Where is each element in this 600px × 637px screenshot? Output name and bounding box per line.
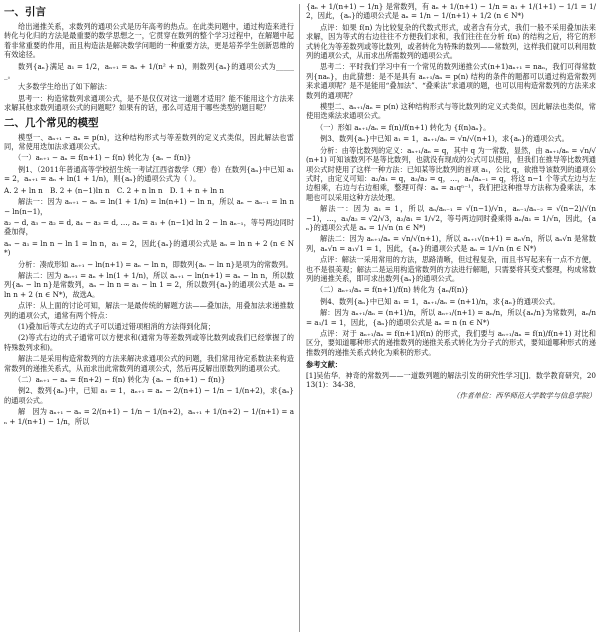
analysis-1: 分析：凑成形如 aₙ₊₁ − ln(n+1) = aₙ − ln n，即数列{aₙ − ln n}是项为的常数列。 xyxy=(18,259,293,269)
solution-3a: 解法一：因为 a₁ = 1，所以 aₙ/aₙ₋₁ = √(n−1)/√n，aₙ₋₁/aₙ₋₂ = √(n−2)/√(n−1)，…，a₃/a₂ = √2/√3，a₂/a₁ = 1/√2，等号两边同时叠乘得 aₙ/a₁ = 1/√n，因此，{aₙ}的通项公式是 aₙ = 1/√n (n ∈ N*) xyxy=(306,204,596,232)
example-1-options: A. 2 + ln n B. 2 + (n−1)ln n C. 2 + n ln n D. 1 + n + ln n xyxy=(4,185,225,195)
right-column xyxy=(306,2,596,403)
comment-1-point-1: (1)叠加后等式左边的式子可以通过错项相消的方法得到化简； xyxy=(18,321,216,331)
comment-1-method: 解法二是采用构造常数列的方法来解决求通项公式的问题，我们常用待定系数法来构造常数列的递推关系式，从而求出此常数列的通项公式，然后再反解出原数列的通项公式。 xyxy=(4,354,294,373)
reference-item: [1]吴佑华．神奇的常数列——一道数列题的解法引发的研究性学习[J]．数学教育研究，2013(1)：34-38． xyxy=(306,370,596,390)
left-column xyxy=(4,2,294,428)
example-problem: 数列{aₙ}满足 a₁ = 1/2，aₙ₊₁ = aₙ + 1/(n² + n)，则数列{aₙ}的通项公式为______。 xyxy=(4,61,294,81)
example-1: 例1、（2011年普通高等学校招生统一考试江西省数学（理）卷）在数列{aₙ}中已知 a₁ = 2，aₙ₊₁ = aₙ + ln(1 + 1/n)，则{aₙ}的通项公式为（ ）。 xyxy=(4,164,294,184)
model-one-desc: 模型一、aₙ₊₁ − aₙ = p(n)，这种结构形式与等差数列的定义式类似，因此解法也雷同，常使用迭加法求通项公式。 xyxy=(4,132,294,152)
solution-1a-cont: a₂ − d, a₃ − a₂ = d, a₄ − a₃ = d, …, aₙ = a₁ + (n−1)d ln 2 − ln aₙ₋₁，等号两边同时叠加得， xyxy=(4,217,294,237)
comment-1-point-2: (2)等式右边的式子通常可以方便求和(通常为等差数列或等比数列或我们已经掌握了的特殊数列求和)。 xyxy=(4,333,294,352)
comment-4: 点评：对于 aₙ₊₁/aₙ = f(n+1)/f(n) 的形式，我们要与 aₙ₊₁/aₙ = f(n)/f(n+1) 对比和区分，要知道哪种形式的递推数列的递推关系式转化为分子式的形式，要知道哪种形式的递推数列的递推关系式转化为乘积的形式。 xyxy=(306,329,596,357)
solution-4: 解：因为 aₙ₊₁/aₙ = (n+1)/n，所以 aₙ₊₁/(n+1) = aₙ/n，所以{aₙ/n}为常数列，aₙ/n = a₁/1 = 1，因此，{aₙ}的通项公式是 aₙ = n (n ∈ N*) xyxy=(306,308,596,327)
solution-intro: 大多数学生给出了如下解法： xyxy=(18,82,112,92)
section-heading-models: 二、几个常见的模型 xyxy=(4,116,99,129)
intro-paragraph: 给出递推关系，求数列的通项公式是历年高考的热点。在此类问题中，通过构造来进行转化与化归的方法是最重要的数学思想之一，它贯穿在数列的整个学习过程中，在解题中起着非常重要的作用，而且构造法是解决数学问题的一种重要方法，更是培养学生创新思维的有效途径。 xyxy=(4,22,294,60)
solution-3b: 解法二：因为 aₙ₊₁/aₙ = √n/√(n+1)，所以 aₙ₊₁√(n+1) = aₙ√n，所以 aₙ√n 是常数列，aₙ√n = a₁√1 = 1，因此，{aₙ}的通项公式是 aₙ = 1/√n (n ∈ N*) xyxy=(306,234,596,253)
solution-2-start: 解 因为 aₙ₊₁ − aₙ = 2/(n+1) − 1/n − 1/(n+2)，aₙ₊₁ + 1/(n+2) − 1/(n+1) = aₙ + 1/(n+1) − 1/n，所以 xyxy=(4,407,294,426)
model-one-sub-b: （二）aₙ₊₁ − aₙ = f(n+2) − f(n) 转化为 {aₙ − f(n+1) − f(n)} xyxy=(14,375,226,384)
comment-2: 点评：如果 f(n) 为比较复杂的代数式形式，或者含有分式，我们一般不采用叠加法来求解，因为等式的右边往往不方便我们求和，我们往往在分析 f(n) 的结构之后，将它的形式转化为等差数列或等比数列，或者转化为特殊的数列——常数列，这样我们就可以利用数列的通项公式，从而求出所需数列的通项公式。 xyxy=(306,22,596,61)
solution-2-end: {aₙ + 1/(n+1) − 1/n} 是常数列，有 aₙ + 1/(n+1) − 1/n = a₁ + 1/(1+1) − 1/1 = 1/2，因此，{aₙ}的通项公式是 aₙ = 1/n − 1/(n+1) + 1/2 (n ∈ N*) xyxy=(306,2,596,21)
model-two-desc: 模型二、aₙ₊₁/aₙ = p(n) 这种结构形式与等比数列的定义式类似，因此解法也类似，常使用迭乘法求通项公式。 xyxy=(306,102,596,121)
section-heading-intro: 一、引言 xyxy=(4,6,46,18)
solution-1a: 解法一：因为 aₙ₊₁ − aₙ = ln(1 + 1/n) = ln(n+1) − ln n，所以 aₙ − aₙ₋₁ = ln n − ln(n−1)， xyxy=(4,197,294,216)
solution-1b: 解法二：因为 aₙ₊₁ = aₙ + ln(1 + 1/n)，所以 aₙ₊₁ − ln(n+1) = aₙ − ln n，所以数列{aₙ − ln n}是常数列，aₙ − ln n = a₁ − ln 1 = 2，所以数列{aₙ}的通项公式是 aₙ = ln n + 2 (n ∈ N*)，故选A。 xyxy=(4,270,294,299)
example-2: 例2、数列{aₙ}中，已知 a₁ = 1，aₙ₊₁ = aₙ − 2/(n+1) − 1/n − 1/(n+2)，求{aₙ}的通项公式。 xyxy=(4,386,294,405)
comment-1: 点评：从上面的讨论可知，解法一是最传统的解题方法——叠加法，用叠加法求递推数列的通项公式，通常有两个特点： xyxy=(4,301,294,320)
model-two-sub-b: （二）aₙ₊₁/aₙ = f(n+1)/f(n) 转化为 {aₙ/f(n)} xyxy=(316,285,469,295)
analysis-3: 分析：由等比数列的定义：aₙ₊₁/aₙ = q，其中 q 为一常数，显然，由 aₙ₊₁/aₙ = √n/√(n+1) 可知该数列不是等比数列，也就没有现成的公式可以使用，但我们在推导等比数列通项公式时使用了这样一种方法：已知某等比数列的首项 a₁，公比 q，欲推导该数列的通项公式时，由定义可知：a₂/a₁ = q，a₃/a₂ = q，…，aₙ/aₙ₋₁ = q，将这 n−1 个等式左边与左边相乘，右边与右边相乘，整理可得：aₙ = a₁qⁿ⁻¹，我们把这种推导方法称为叠乘法，本题也可以采用这种方法处理。 xyxy=(306,145,596,202)
comment-3: 点评：解法一采用常用的方法，思路清晰，但过程复杂，而且书写起来有一点不方便，也不是很美观；解法二是运用构造常数列的方法进行解题，只需要将其变式整理，构成常数列的递推关系，即可求出数列{aₙ}的通项公式。 xyxy=(306,255,596,283)
solution-1a-result: aₙ − a₁ = ln n − ln 1 = ln n，a₁ = 2，因此{aₙ}的通项公式是 aₙ = ln n + 2 (n ∈ N*) xyxy=(4,238,294,258)
references-heading: 参考文献： xyxy=(306,360,342,370)
thought-one: 思考一：构造常数列求通项公式，是不是仅仅对这一道题才适用？能不能用这个方法来求解其他求数列通项公式的问题呢？如果有的话，那么可适用于哪些类型的题目呢？ xyxy=(4,93,294,113)
column-divider xyxy=(299,4,300,632)
example-3: 例3、数列{aₙ}中已知 a₁ = 1，aₙ₊₁/aₙ = √n/√(n+1)，求{aₙ}的通项公式。 xyxy=(320,134,569,144)
thought-two: 思考二：平时我们学习中有一个常见的数列递推公式(n+1)aₙ₊₁ = naₙ，我们可得常数列{naₙ}，由此猜想：是不是具有 aₙ₊₁/aₙ = p(n) 结构的条件的题都可以通过构造常数列来求通项呢？是不是能用“叠加法”、“叠乘法”求通项的题，也可以用构造常数列的方法来求数列的通项呢？ xyxy=(306,62,596,100)
example-4: 例4、数列{aₙ}中已知 a₁ = 1，aₙ₊₁/aₙ = (n+1)/n，求{aₙ}的通项公式。 xyxy=(320,296,560,306)
model-one-sub-a: （一）aₙ₊₁ − aₙ = f(n+1) − f(n) 转化为 {aₙ − f(n)} xyxy=(14,153,192,163)
author-affiliation: （作者单位：西华师范大学数学与信息学院） xyxy=(452,391,596,401)
model-two-sub-a: （一）形如 aₙ₊₁/aₙ = f(n)/f(n+1) 转化为 {f(n)aₙ}。 xyxy=(316,122,491,132)
